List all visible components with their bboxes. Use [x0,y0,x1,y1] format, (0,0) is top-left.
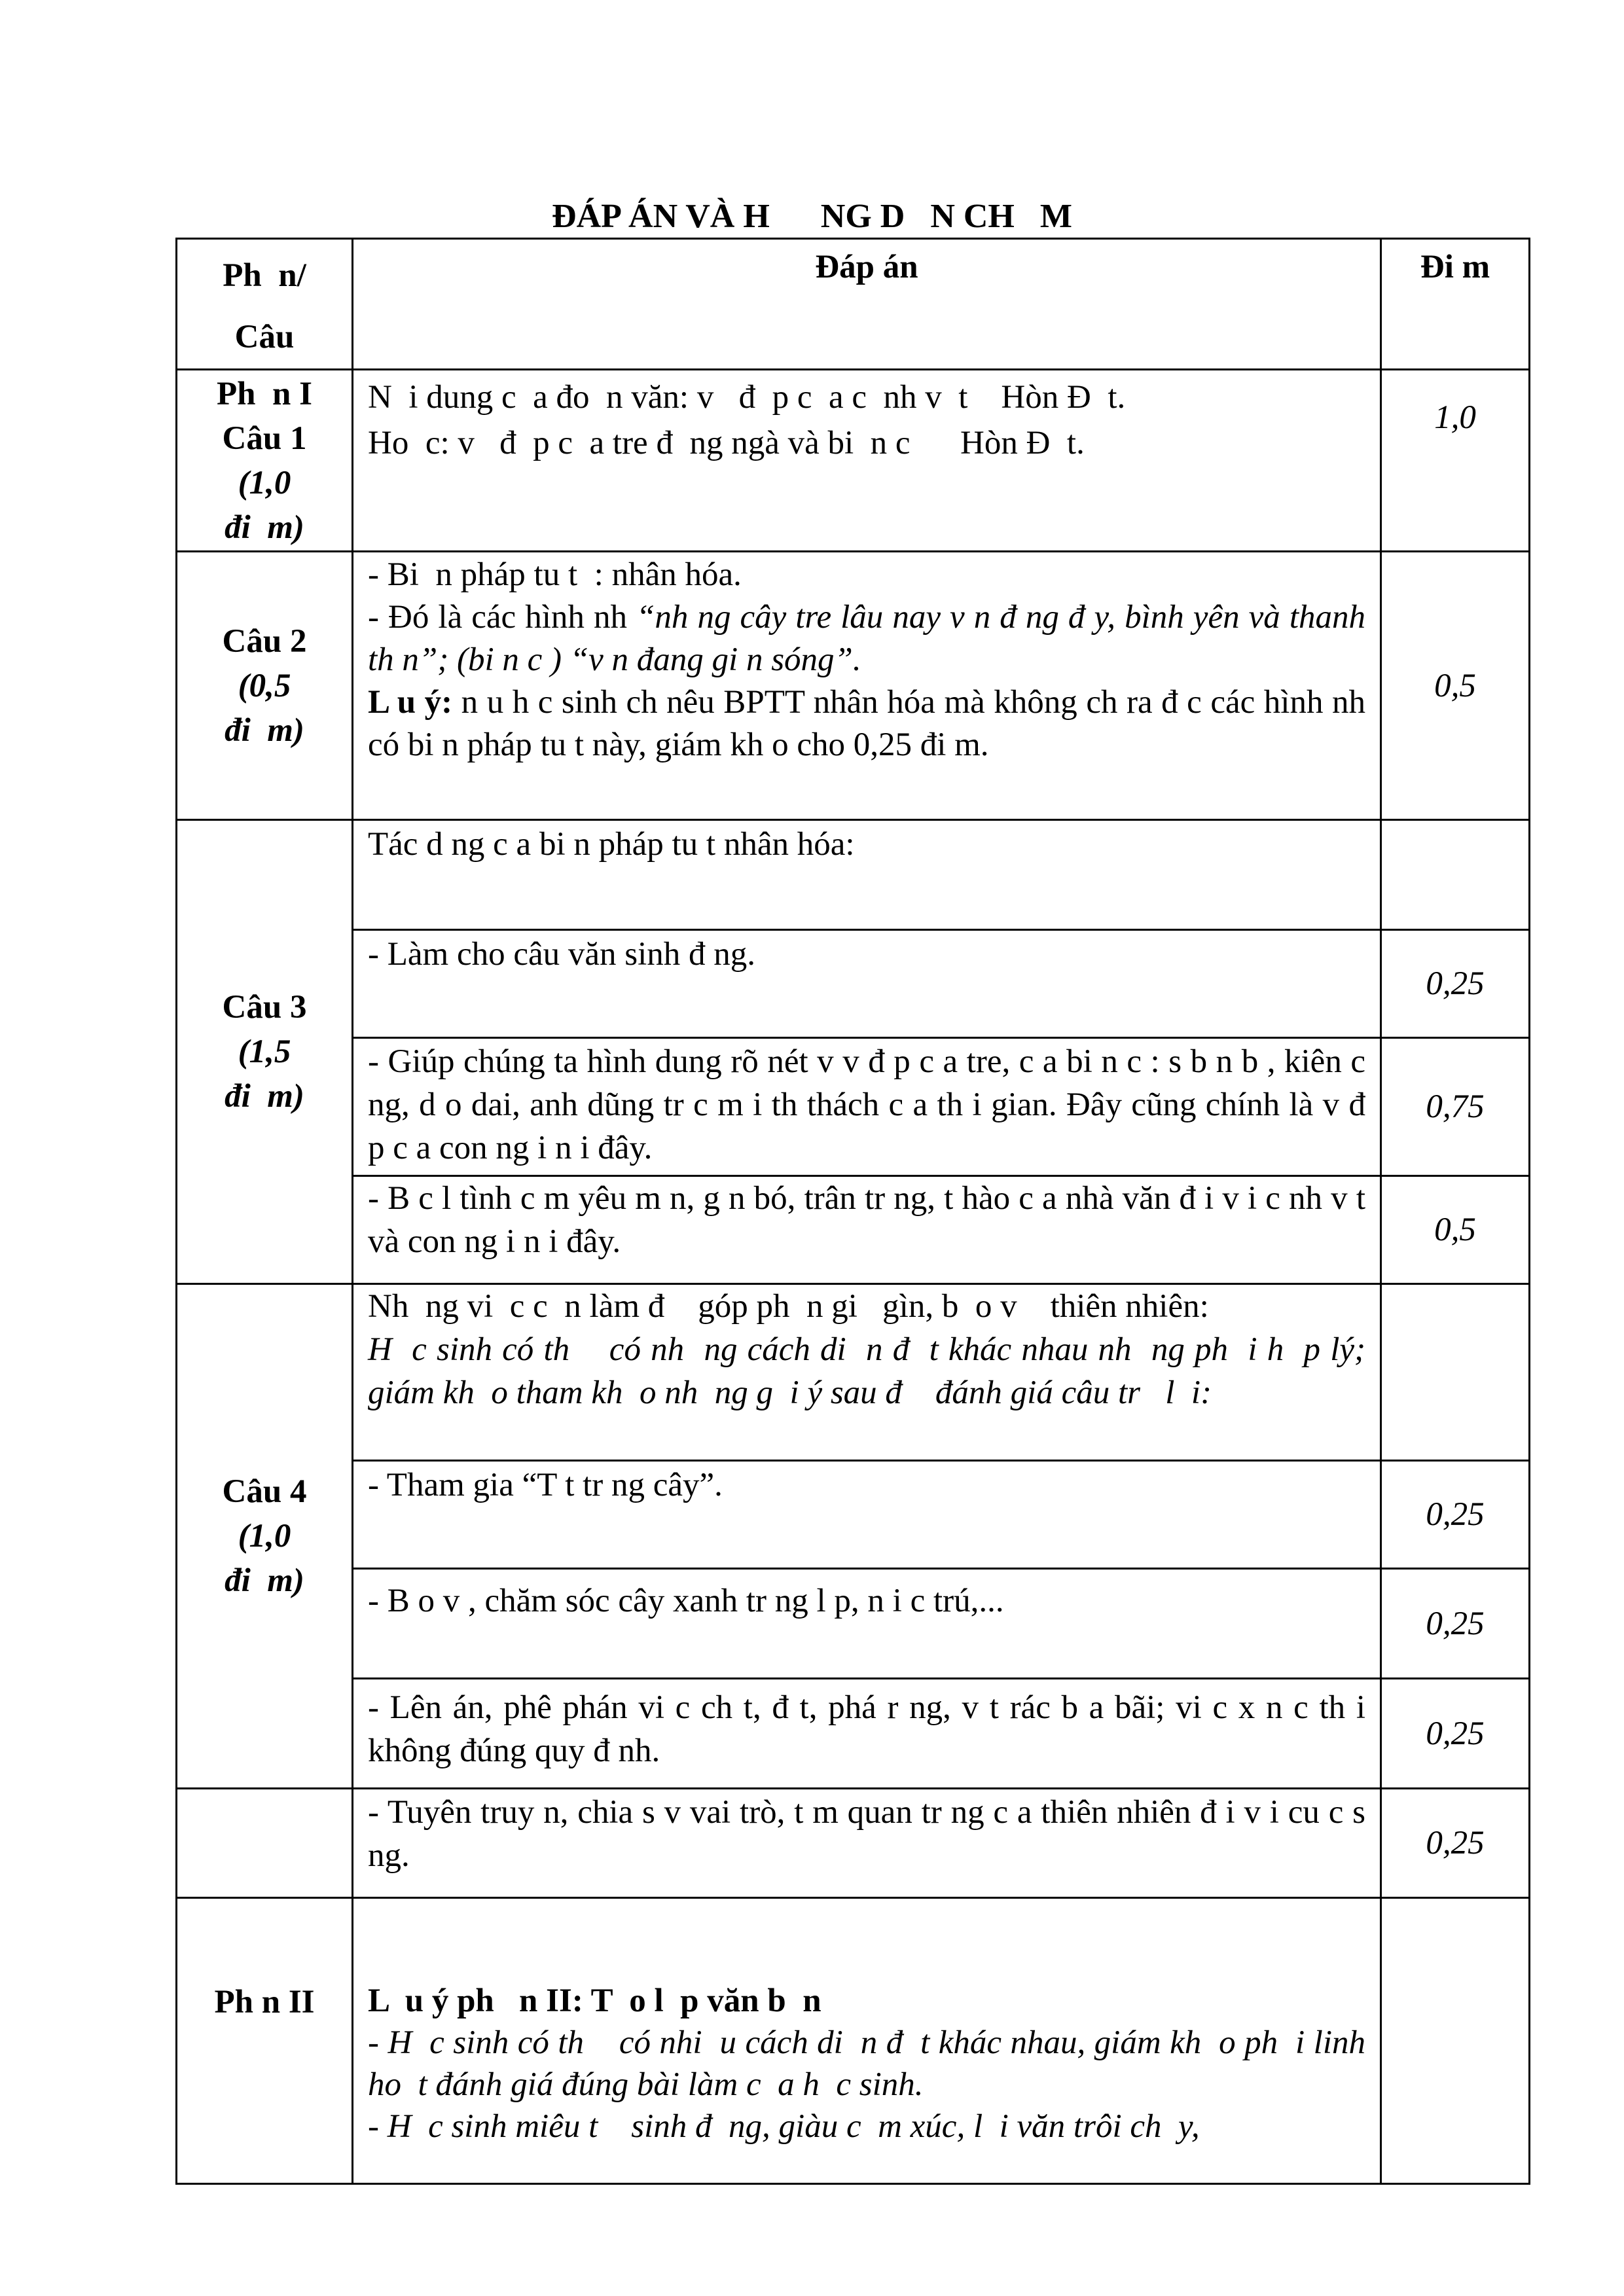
part-two-note: - H c sinh miêu t sinh đ ng, giàu c m xúc, l i văn trôi ch y, [368,2108,1200,2145]
answer-cell-4d: - Tuyên truy n, chia s v vai trò, t m quan tr ng c a thiên nhiên đ i v i cu c s ng. [353,1789,1381,1898]
score-cell-4a: 0,25 [1381,1461,1530,1569]
table-row [177,1038,1530,1176]
table-row [177,820,1530,930]
question-cell-1 [177,370,353,552]
score-cell-1: 1,0 [1381,370,1530,552]
part-two-heading: L u ý ph n II: T o l p văn b n [368,1982,821,2019]
answer-note: H c sinh có th có nh ng cách di n đ t khác nhau nh ng ph i h p lý; giám kh o tham kh o nh ng g i ý sau đ đánh giá câu tr l i: [368,1331,1374,1411]
question-points-unit: đi m) [225,1562,304,1599]
table-row [177,1569,1530,1679]
score-cell-3b: 0,75 [1381,1038,1530,1176]
question-points-unit: đi m) [225,711,304,749]
answer-cell-3c: - B c l tình c m yêu m n, g n bó, trân tr ng, t hào c a nhà văn đ i v i c nh v t và con ng i n i đây. [353,1176,1381,1284]
header-answer: Đáp án [353,239,1381,370]
table-row [177,1284,1530,1461]
score-cell-3a: 0,25 [1381,930,1530,1038]
question-points: (1,0 [238,465,291,501]
part-two-cell: Ph n II [177,1898,353,2184]
answer-line: - Bi n pháp tu t : nhân hóa. [368,556,742,593]
table-row [177,370,1530,552]
question-points: (1,0 [238,1518,291,1554]
answer-cell-4b: - B o v , chăm sóc cây xanh tr ng l p, n i c trú,... [353,1569,1381,1679]
question-cell-empty [177,1789,353,1898]
question-points-unit: đi m) [225,1078,304,1115]
score-cell-empty [1381,820,1530,930]
table-row [177,1789,1530,1898]
table-row [177,1461,1530,1569]
table-row [177,930,1530,1038]
table-header-row [177,239,1530,370]
header-part-label: Ph n/ [223,257,306,294]
table-row [177,1679,1530,1789]
score-cell-4c: 0,25 [1381,1679,1530,1789]
table-row [177,1898,1530,2184]
score-cell-empty [1381,1284,1530,1461]
answer-cell-part-two [353,1898,1381,2184]
question-points-unit: đi m) [225,509,304,546]
answer-cell-2 [353,552,1381,820]
table-row [177,1176,1530,1284]
document-title: ĐÁP ÁN VÀ H NG D N CH M [552,198,1072,235]
part-two-note: - H c sinh có th có nhi u cách di n đ t khác nhau, giám kh o ph i linh ho t đánh giá đúng bài làm c a h c sinh. [368,2024,1374,2103]
answer-table [175,238,1530,2185]
question-points: (1,5 [238,1033,291,1070]
answer-line: - Đó là các hình nh [368,599,637,636]
part-label: Ph n I [217,376,312,412]
answer-cell-3b: - Giúp chúng ta hình dung rõ nét v v đ p c a tre, c a bi n c : s b n b , kiên c ng, d o dai, anh dũng tr c m i th thách c a th i gian. Đây cũng chính là v đ p c a con ng i n i đây. [353,1038,1381,1176]
score-cell-2: 0,5 [1381,552,1530,820]
header-part-question [177,239,353,370]
answer-cell-4c: - Lên án, phê phán vi c ch t, đ t, phá r ng, v t rác b a bãi; vi c x n c th i không đúng quy đ nh. [353,1679,1381,1789]
answer-cell-4a: - Tham gia “T t tr ng cây”. [353,1461,1381,1569]
header-score: Đi m [1381,239,1530,370]
question-cell-2 [177,552,353,820]
score-cell-4d: 0,25 [1381,1789,1530,1898]
answer-cell-1 [353,370,1381,552]
answer-line: Nh ng vi c c n làm đ góp ph n gi gìn, b o v thiên nhiên: [368,1288,1209,1325]
answer-line: N i dung c a đo n văn: v đ p c a c nh v t Hòn Đ t. [368,379,1126,416]
table-row [177,552,1530,820]
answer-cell-4-intro [353,1284,1381,1461]
header-question-label: Câu [234,319,295,355]
answer-cell-3-intro: Tác d ng c a bi n pháp tu t nhân hóa: [353,820,1381,930]
answer-cell-3a: - Làm cho câu văn sinh đ ng. [353,930,1381,1038]
score-cell-4b: 0,25 [1381,1569,1530,1679]
question-points: (0,5 [238,667,291,704]
question-label: Câu 3 [222,989,307,1026]
note-text: n u h c sinh ch nêu BPTT nhân hóa mà không ch ra đ c các hình nh có bi n pháp tu t này, giám kh o cho 0,25 đi m. [368,684,1365,763]
question-cell-3 [177,820,353,1284]
question-cell-4 [177,1284,353,1789]
score-cell-3c: 0,5 [1381,1176,1530,1284]
question-label: Câu 2 [222,622,307,660]
answer-line: Ho c: v đ p c a tre đ ng ngà và bi n c Hòn Đ t. [368,425,1085,461]
score-cell-empty [1381,1898,1530,2184]
question-label: Câu 1 [222,420,307,457]
question-label: Câu 4 [222,1473,307,1510]
note-label: L u ý: [368,684,453,721]
answer-quote: “nh ng cây tre lâu nay v n đ ng đ y, bình yên và thanh th n”; (bi n c ) “v n đang gi n sóng”. [368,599,1365,678]
